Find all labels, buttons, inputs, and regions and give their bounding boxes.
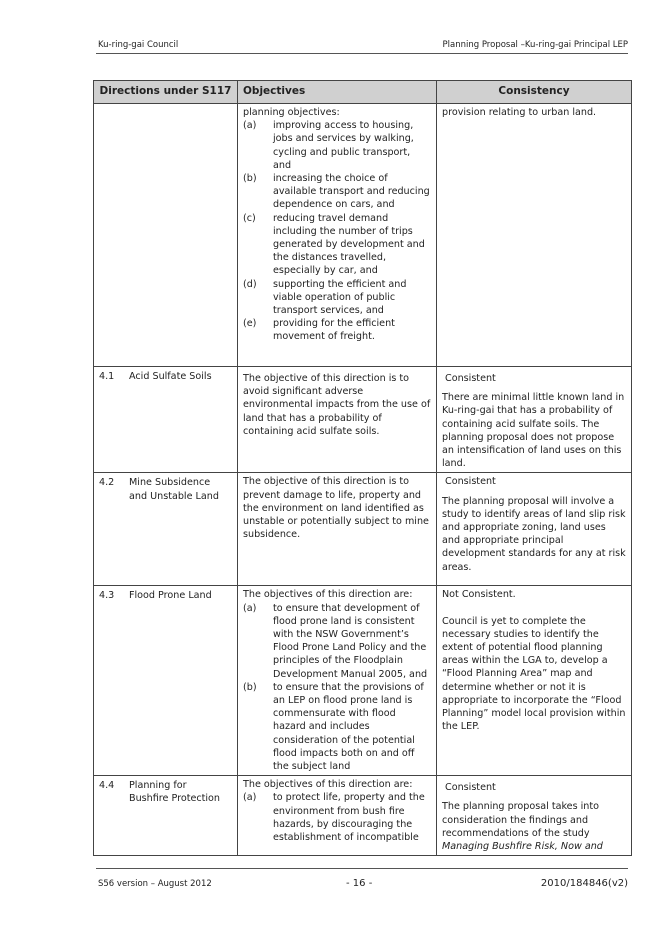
consistency-status: Not Consistent. [442,589,516,601]
objectives-cell [238,367,437,473]
s117-directions-table [93,80,632,856]
table-row [94,586,632,776]
objective-item: (a) improving access to housing, jobs and services by walking, cycling and public transport, and [243,120,414,171]
document-reference: 2010/184846(v2) [540,878,628,889]
consistency-cell [437,104,632,367]
direction-cell [94,776,238,856]
direction-name: Flood Prone Land [129,590,212,602]
header-rule [96,53,628,54]
footer-rule [96,868,628,869]
objectives-cell [238,776,437,856]
header-council: Ku-ring-gai Council [98,40,179,50]
header-document-title: Planning Proposal –Ku-ring-gai Principal LEP [442,40,628,50]
direction-number: 4.2 [99,477,115,489]
consistency-status: Consistent [445,782,496,794]
consistency-cell [437,586,632,776]
direction-name: Planning for Bushfire Protection [129,780,221,805]
consistency-text: provision relating to urban land. [442,107,597,118]
page-number: - 16 - [346,878,373,889]
objective-item: (b) increasing the choice of available transport and reducing dependence on cars, and [243,173,430,211]
direction-cell [94,367,238,473]
direction-name: Mine Subsidence and Unstable Land [129,477,219,502]
table-row [94,776,632,856]
consistency-cell [437,776,632,856]
objective-item: (a) to protect life, property and the environment from bush fire hazards, by discouraging the establishment of incompatible [243,792,425,844]
objectives-intro: The objectives of this direction are: [243,779,413,791]
column-header-directions: Directions under S117 [94,81,238,104]
objective-item: (a) to ensure that development of flood prone land is consistent with the NSW Government’s Flood Prone Land Policy and the principles of the Floodplain Development Manual 2005, and [243,602,428,680]
column-header-consistency: Consistency [437,81,632,104]
objectives-cell [238,586,437,776]
column-header-objectives: Objectives [238,81,437,104]
consistency-text: The planning proposal will involve a study to identify areas of land slip risk and appropriate zoning, land uses and appropriate principal development standards for any at risk areas. [442,495,626,573]
direction-number: 4.4 [99,780,115,792]
consistency-status: Consistent [445,476,496,488]
objective-item: (e) providing for the efficient movement of freight. [243,318,395,343]
objective-item: (b) to ensure that the provisions of an LEP on flood prone land is commensurate with flood hazard and includes consideration of the potential flood impacts both on and off the subject land [243,681,424,773]
objective-item: (d) supporting the efficient and viable operation of public transport services, and [243,278,407,317]
footer-version: S56 version – August 2012 [98,879,212,889]
objective-item: (c) reducing travel demand including the number of trips generated by development and the distances travelled, especially by car, and [243,212,425,277]
consistency-cell [437,473,632,586]
direction-number: 4.1 [99,371,115,382]
table-row [94,367,632,473]
table-row [94,473,632,586]
objectives-cell [238,473,437,586]
consistency-text: The planning proposal takes into consideration the findings and recommendations of the study Managing Bushfire Risk, Now and [442,801,603,853]
study-title: Managing Bushfire Risk, Now and [442,841,603,853]
consistency-text: Council is yet to complete the necessary studies to identify the extent of potential flood planning areas within the LGA to, develop a “Flood Planning Area” map and determine whether or not it is appropriate to incorporate the “Flood Planning” model local provision within the LEP. [442,615,626,733]
direction-cell [94,586,238,776]
direction-cell [94,104,238,367]
objectives-intro: The objectives of this direction are: [243,589,413,601]
objectives-cell [238,104,437,367]
direction-cell [94,473,238,586]
direction-name: Acid Sulfate Soils [129,371,212,382]
consistency-text: There are minimal little known land in Ku-ring-gai that has a probability of containing acid sulfate soils. The planning proposal does not propose an intensification of land uses on this land. [442,392,625,470]
objectives-intro: planning objectives: [243,107,340,118]
table-header-row [94,81,632,104]
objective-text: The objective of this direction is to prevent damage to life, property and the environment on land identified as unstable or potentially subject to mine subsidence. [243,476,429,541]
consistency-cell [437,367,632,473]
direction-number: 4.3 [99,590,115,602]
page-header [98,40,628,52]
table-row [94,104,632,367]
objective-text: The objective of this direction is to avoid significant adverse environmental impacts from the use of land that has a probability of containing acid sulfate soils. [243,373,431,437]
consistency-status: Consistent [445,373,496,384]
